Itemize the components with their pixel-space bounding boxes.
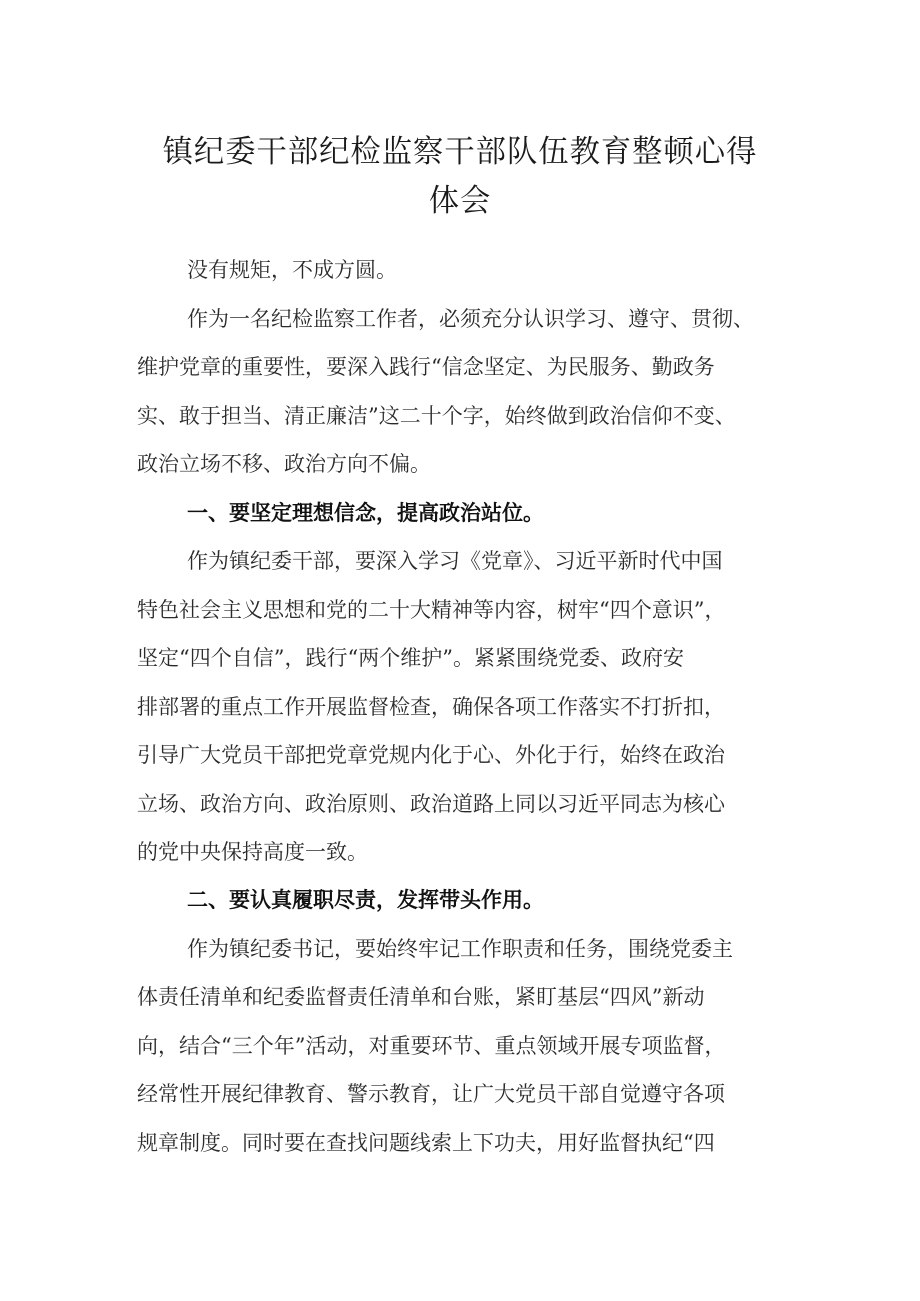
section-heading-text: 二、要认真履职尽责，发挥带头作用。	[187, 888, 544, 912]
body-line	[0, 692, 920, 722]
body-line-text: 实、敢于担当、清正廉洁”这二十个字，始终做到政治信仰不变、	[137, 404, 736, 428]
body-line	[0, 643, 920, 673]
section-heading-2	[0, 885, 920, 915]
document-title-line-2: 体会	[428, 183, 492, 219]
body-line	[0, 449, 920, 479]
body-line-text: 规章制度。同时要在查找问题线索上下功夫，用好监督执纪“四	[137, 1131, 715, 1155]
body-line	[0, 789, 920, 819]
body-line	[0, 1031, 920, 1061]
section-heading-text: 一、要坚定理想信念，提高政治站位。	[187, 501, 544, 525]
body-line-text: 作为镇纪委干部，要深入学习《党章》、习近平新时代中国	[187, 549, 723, 573]
body-line	[0, 1128, 920, 1158]
body-line-text: 没有规矩，不成方圆。	[187, 258, 397, 282]
body-line	[0, 546, 920, 576]
body-line-text: 作为一名纪检监察工作者，必须充分认识学习、遵守、贯彻、	[187, 307, 754, 331]
body-line	[0, 304, 920, 334]
body-line-text: 维护党章的重要性，要深入践行“信念坚定、为民服务、勤政务	[137, 355, 715, 379]
body-line	[0, 982, 920, 1012]
body-line-text: 引导广大党员干部把党章党规内化于心、外化于行，始终在政治	[137, 743, 725, 767]
body-line-text: 政治立场不移、政治方向不偏。	[137, 452, 431, 476]
body-line	[0, 934, 920, 964]
body-line-text: 的党中央保持高度一致。	[137, 840, 368, 864]
body-line	[0, 837, 920, 867]
body-line	[0, 740, 920, 770]
body-line-text: 体责任清单和纪委监督责任清单和台账，紧盯基层“四风”新动	[137, 985, 705, 1009]
body-line-text: 作为镇纪委书记，要始终牢记工作职责和任务，围绕党委主	[187, 937, 733, 961]
body-line-text: 排部署的重点工作开展监督检查，确保各项工作落实不打折扣，	[137, 695, 725, 719]
body-line	[0, 352, 920, 382]
body-line	[0, 255, 920, 285]
body-line-text: 经常性开展纪律教育、警示教育，让广大党员干部自觉遵守各项	[137, 1082, 725, 1106]
body-line-text: 向，结合“三个年”活动，对重要环节、重点领域开展专项监督，	[137, 1034, 726, 1058]
body-line-text: 特色社会主义思想和党的二十大精神等内容，树牢“四个意识”，	[137, 598, 726, 622]
body-line-text: 立场、政治方向、政治原则、政治道路上同以习近平同志为核心	[137, 792, 725, 816]
body-line	[0, 595, 920, 625]
document-title-line-1: 镇纪委干部纪检监察干部队伍教育整顿心得	[162, 134, 758, 170]
body-line-text: 坚定“四个自信”，践行“两个维护”。紧紧围绕党委、政府安	[137, 646, 684, 670]
section-heading-1	[0, 498, 920, 528]
body-line	[0, 401, 920, 431]
body-line	[0, 1079, 920, 1109]
